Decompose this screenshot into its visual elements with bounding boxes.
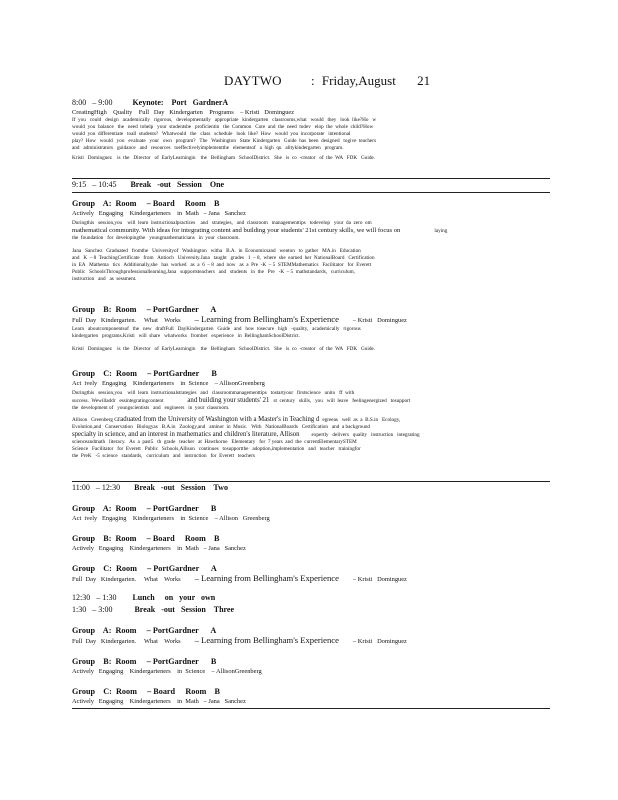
session-one-group-b xyxy=(72,304,550,353)
keynote-header xyxy=(72,98,550,108)
group-desc-line: the foundation for developingthe youngmathematicians in your classroom. xyxy=(72,235,240,242)
group-desc-highlight: mathematical community. With ideas for integrating content and building your students' 21st century skills, we will focus on xyxy=(72,227,401,235)
divider xyxy=(72,178,550,179)
divider xyxy=(72,708,550,709)
session-two-label: Break -out Session Two xyxy=(134,483,228,492)
bio-line: Kristi Dominguez is the Director of EarlyLearningin the Bellingham SchoolDistrict. She is co -creator of the WA FDK Guide. xyxy=(72,346,376,353)
bio-line: instruction and as sessment. xyxy=(72,276,137,283)
title-colon: : xyxy=(311,73,315,88)
keynote-desc-line: would you differentiate toall students? Whatwould the class schedule look like? How would you incorporate intentional xyxy=(72,131,351,138)
bio-line: the PreK -5 science standards, curriculum and instruction for Everett teachers xyxy=(72,453,255,460)
bio-line: Evolution,and Conservation Biologyas B.A.in Zoology,and aminor in Music. With NationalBoards Certification and a background xyxy=(72,424,371,431)
keynote-label: Keynote: Port GardnerA xyxy=(132,98,229,107)
divider xyxy=(72,481,550,482)
session-one-header xyxy=(72,180,550,190)
session-three-header xyxy=(72,605,550,615)
keynote-desc-line: play? How would you evaluate your own program? The Washington State Kindergarten Guide has been designed togive teachers xyxy=(72,138,376,145)
group-session-title: Actively Engaging Kindergarteners in Math – Jana Sanchez xyxy=(72,210,246,217)
page-title xyxy=(224,73,430,89)
title-left: Full Day Kindergarten. What Works xyxy=(72,576,181,583)
group-header: Group C: Room – Board Room B xyxy=(72,687,220,696)
group-header: Group B: Room – PortGardner B xyxy=(72,657,217,666)
lunch-label: Lunch on your own xyxy=(132,593,216,602)
group-desc-line: the development of youngscientists and engineers in your classroom. xyxy=(72,405,230,412)
bio-left: Allison Greenberg G xyxy=(72,417,119,424)
group-session-title xyxy=(72,636,550,646)
session-two-time: 11:00 – 12:30 xyxy=(72,483,121,492)
session-one xyxy=(72,180,550,190)
keynote-time: 8:00 – 9:00 xyxy=(72,98,113,107)
session-two-group-c xyxy=(72,563,550,584)
bio-line xyxy=(72,431,550,439)
title-mid: – Learning from Bellingham's Experience xyxy=(194,315,339,324)
title-right: – Kristi Dominguez xyxy=(352,576,407,583)
desc-right: st century skills, you will leave feelingenergized tosupport xyxy=(273,398,411,405)
bio-right: expertly delivers quality instruction integrating xyxy=(311,432,420,439)
group-header: Group B: Room – PortGardner A xyxy=(72,305,217,314)
keynote-bio: Kristi Dominguez is the Director of EarlyLearningin the Bellingham SchoolDistrict. She is co -creator of the WA FDK Guide. xyxy=(72,155,376,162)
title-day: DAYTWO xyxy=(224,73,282,88)
keynote-section xyxy=(72,98,550,162)
title-left: Full Day Kindergarten. What Works xyxy=(72,638,181,645)
group-session-title xyxy=(72,315,550,325)
group-session-title: Actively Engaging Kindergarteners in Math – Jana Sanchez xyxy=(72,698,246,705)
title-left: Full Day Kindergarten. What Works xyxy=(72,317,181,324)
divider xyxy=(72,192,550,193)
group-header: Group A: Room – PortGardner B xyxy=(72,504,217,513)
session-one-group-a xyxy=(72,198,550,283)
session-three-group-c xyxy=(72,686,550,706)
bio-line: in EA Mathema tics Additionally,she has worked as a 6 – 8 and now as a Pre -K – 5 STEMMathematics Facilitator for Everett xyxy=(72,262,372,269)
bio-line: scienceandmath literacy. As a past5 th grade teacher at Hawthorne Elementary for 7 years and the currentElementarySTEM xyxy=(72,439,357,446)
group-desc-line xyxy=(72,397,550,405)
session-one-group-c xyxy=(72,368,550,460)
desc-left: success. Wewilladdr essintegratingcontent xyxy=(72,398,164,405)
bio-left: specialty in science, and an interest in mathematics and children's literature, Allison xyxy=(72,431,300,439)
group-session-title: Act ively Engaging Kindergarteners in Science – AllisonGreenberg xyxy=(72,380,265,387)
group-header: Group C: Room – PortGardner B xyxy=(72,369,217,378)
lunch-section xyxy=(72,593,550,603)
keynote-title: CreatingHigh Quality Full Day Kindergarten Programs – Kristi Dominguez xyxy=(72,109,295,116)
group-desc-line: Duringthis session,you will learn instructionalpractices and strategies, and classroom managementtips todevelop your da zero om xyxy=(72,220,372,227)
title-mid: – Learning from Bellingham's Experience xyxy=(194,574,339,583)
title-right: – Kristi Dominguez xyxy=(352,317,407,324)
group-header: Group A: Room – PortGardner A xyxy=(72,626,217,635)
session-two-group-a xyxy=(72,503,550,523)
session-two-group-b xyxy=(72,533,550,553)
bio-right: egreeas well as a B.S.in Ecology, xyxy=(322,417,401,424)
session-three-time: 1:30 – 3:00 xyxy=(72,605,113,614)
session-three-group-a xyxy=(72,625,550,646)
session-three-label: Break -out Session Three xyxy=(134,605,235,614)
bio-line: and K – 8 TeachingCertificate from Antioch University.Jana taught grades 1 – 8, where she earned her NationalBoard Certification xyxy=(72,255,375,262)
bio-line: Public SchoolsThroughprofessionallearning,Jana supportsteachers and students in the Pre -K – 5 mathstandards, curriculum, xyxy=(72,269,355,276)
bio-mid: raduated from the University of Washington with a Master's in Teaching d xyxy=(118,416,320,424)
title-day-number: 21 xyxy=(417,73,431,88)
session-two xyxy=(72,483,550,493)
bio-line: Jana Sanchez Graduated fromthe Universityof Washington witha B.A. in Economicsand wenton to gather MA.in Education xyxy=(72,248,361,255)
group-header: Group C: Room – PortGardner A xyxy=(72,564,217,573)
title-date: Friday,August xyxy=(321,73,396,88)
session-three-group-b xyxy=(72,656,550,676)
keynote-desc-line: If you could design academically rigorous, developmentally appropriate kindergarten classrooms,what would they look like?Ho w xyxy=(72,117,377,124)
group-session-title xyxy=(72,574,550,584)
group-desc-line xyxy=(72,227,550,235)
group-session-title: Actively Engaging Kindergarteners in Math – Jana Sanchez xyxy=(72,545,246,552)
session-three xyxy=(72,605,550,615)
group-desc-line: Duringthis session,you will learn instructionalstrategies and classroommanagementtips tostartyour firstscience unito ff with xyxy=(72,390,355,397)
group-desc-line: kindergarten programs.Kristi will share whatworks fromher experience in BellinghamSchoolDistrict. xyxy=(72,333,300,340)
keynote-desc-line: and administrators guidance and resources toeffectivelyimplementthe elementsof a high qu alitykindergarten program. xyxy=(72,145,344,152)
lunch-header xyxy=(72,593,550,603)
title-right: – Kristi Dominguez xyxy=(352,638,407,645)
lunch-time: 12:30 – 1:30 xyxy=(72,593,117,602)
group-header: Group A: Room – Board Room B xyxy=(72,199,220,208)
desc-mid: and building your students' 21 xyxy=(187,397,270,405)
bio-line: Science Facilitator for Everett Public Schools,Allison continues tosupportthe adoption,implementation and teacher trainingfor xyxy=(72,446,361,453)
keynote-desc-line: would you balance the need tohelp your studentsbe proficientin the Common Core and the need todev elop the whole child?How xyxy=(72,124,374,131)
bio-line xyxy=(72,416,550,424)
group-desc-line: Learn aboutcomponentsof the new draftFull DayKindergarten Guide and how tosecure high -quality, academically rigorous xyxy=(72,326,361,333)
group-desc-tail: laying xyxy=(434,228,448,235)
group-session-title: Act ively Engaging Kindergarteners in Science – Allison Greenberg xyxy=(72,515,270,522)
title-mid: – Learning from Bellingham's Experience xyxy=(194,636,339,645)
session-one-time: 9:15 – 10:45 xyxy=(72,180,117,189)
session-one-label: Break -out Session One xyxy=(130,180,225,189)
group-header: Group B: Room – Board Room B xyxy=(72,534,220,543)
group-session-title: Actively Engaging Kindergarteners in Science – AllisonGreenberg xyxy=(72,668,262,675)
session-two-header xyxy=(72,483,550,493)
